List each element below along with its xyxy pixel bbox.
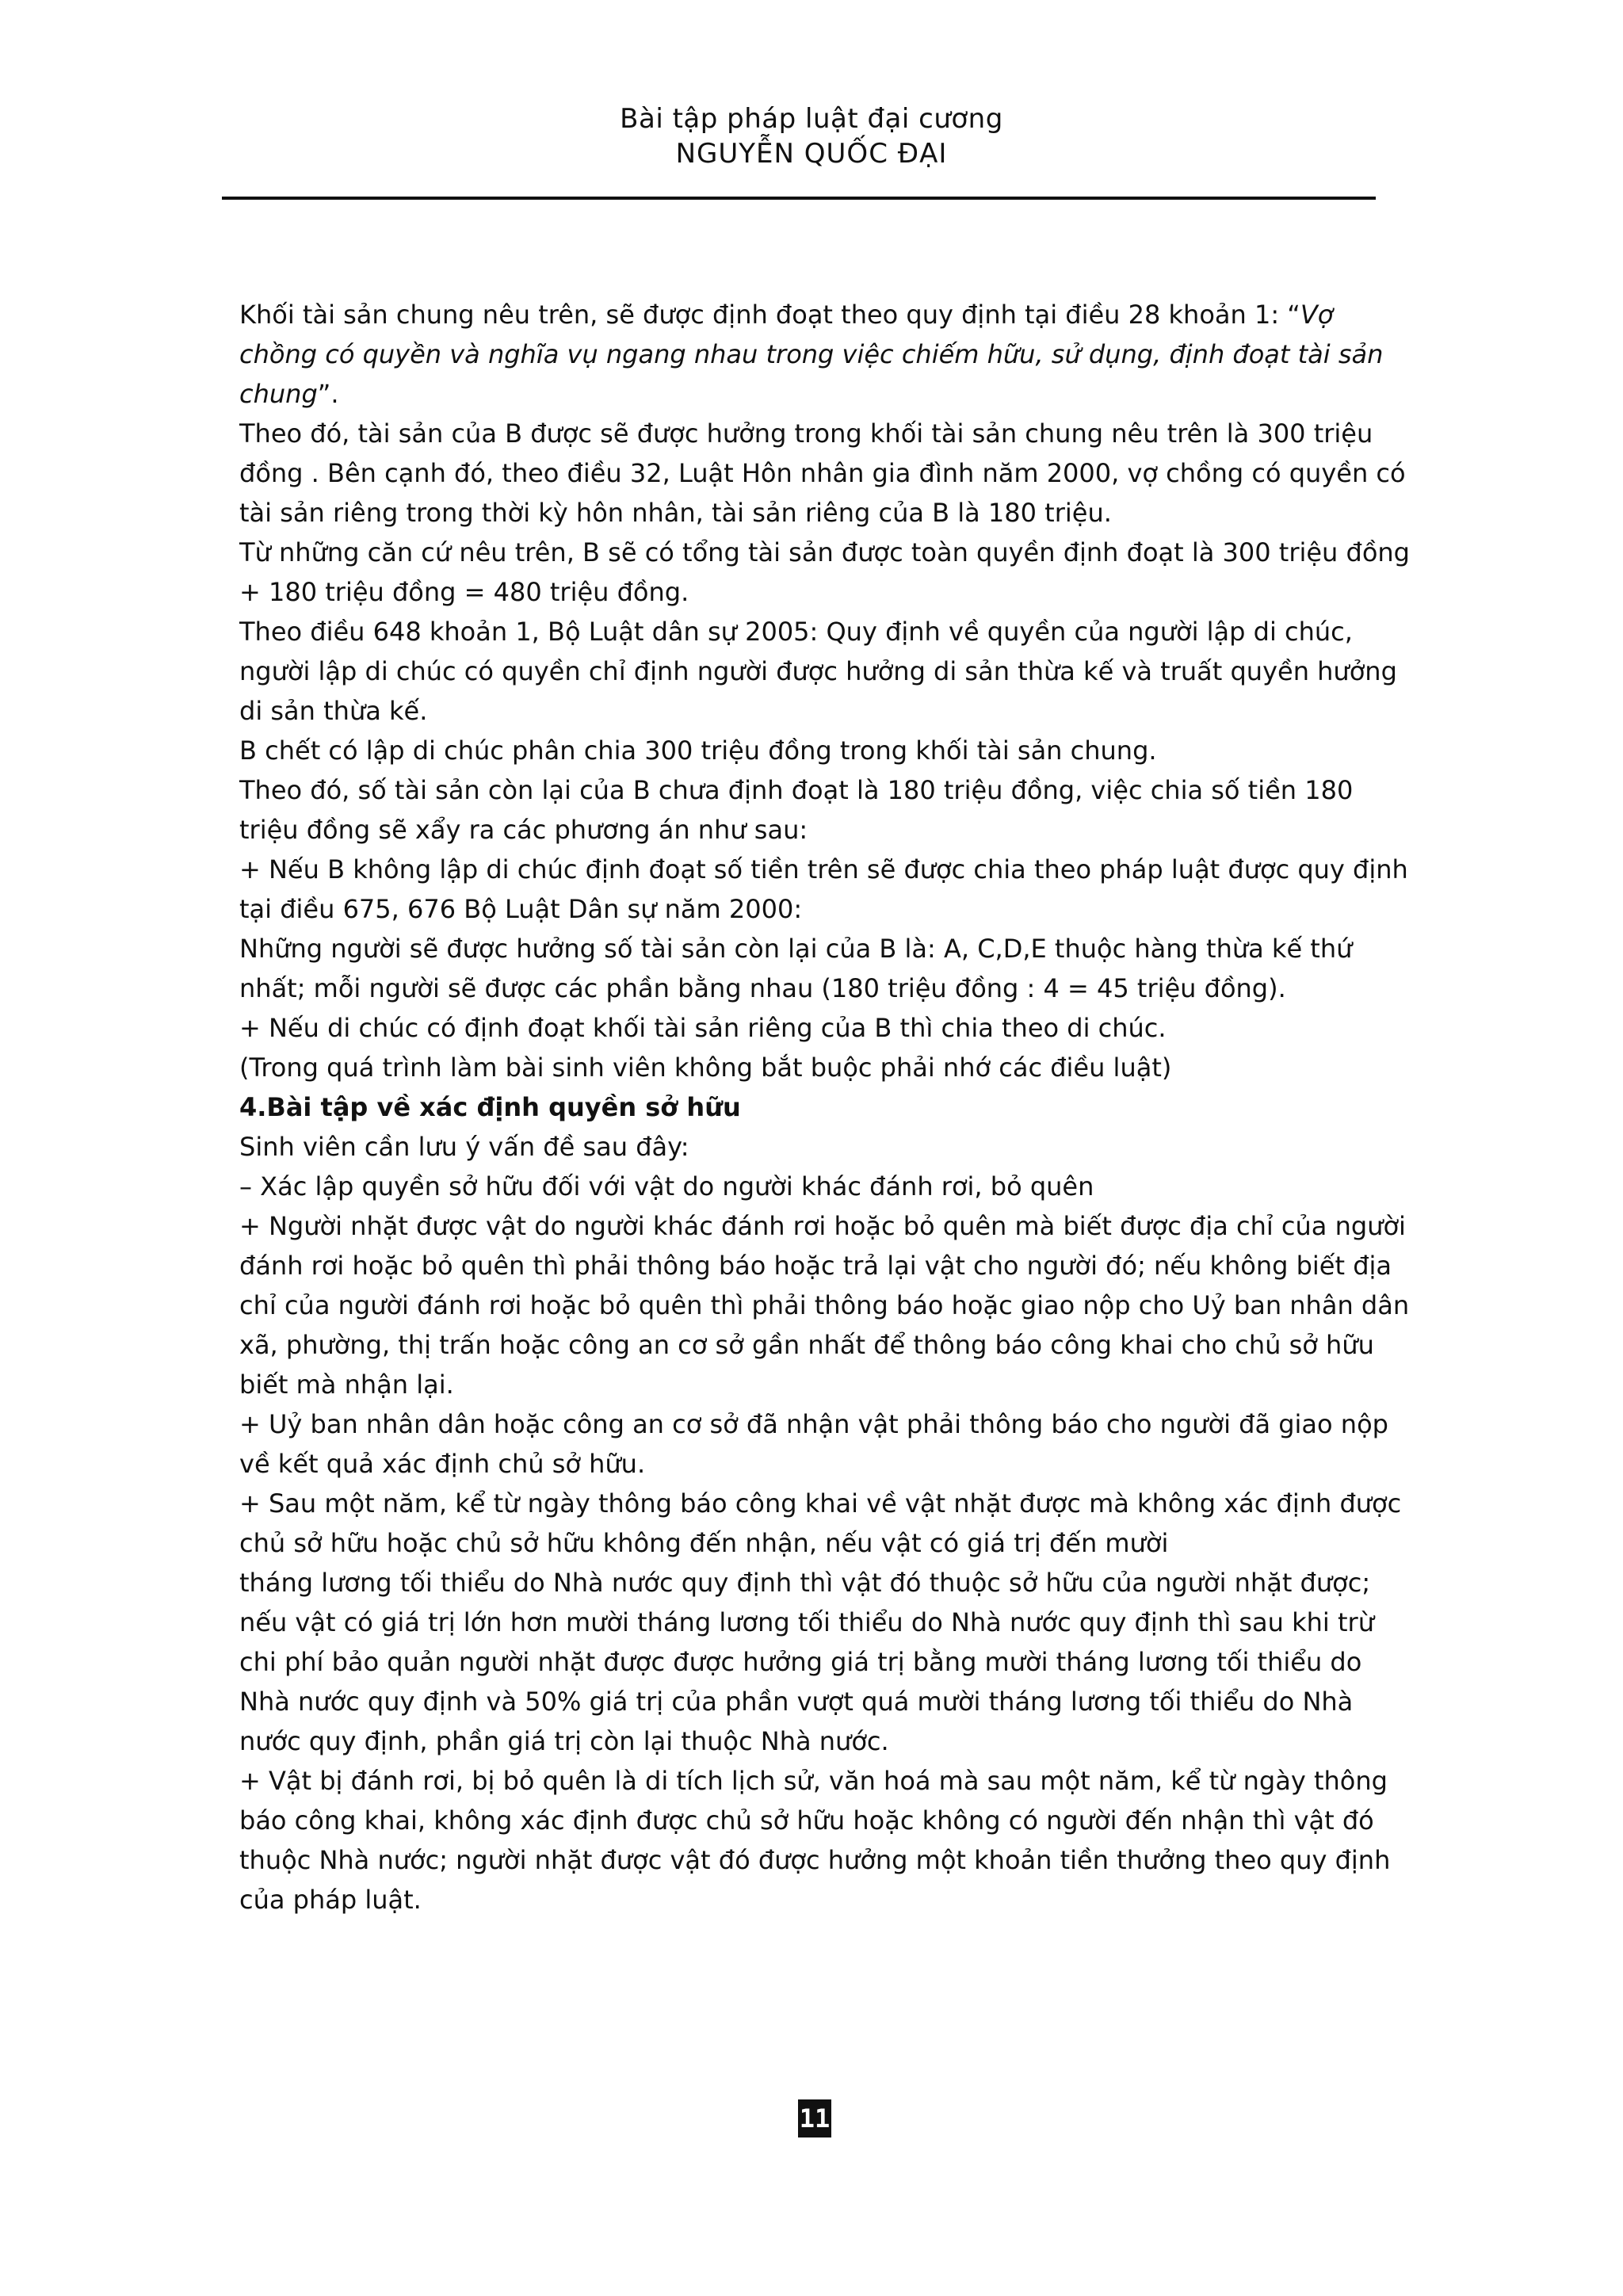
paragraph: + Sau một năm, kể từ ngày thông báo công khai về vật nhặt được mà không xác định được chủ sở hữu hoặc chủ sở hữu không đến nhận, nếu vật có giá trị đến mười <box>239 1488 1402 1558</box>
paragraph: Theo đó, tài sản của B được sẽ được hưởng trong khối tài sản chung nêu trên là 300 triệu đồng . Bên cạnh đó, theo điều 32, Luật Hôn nhân gia đình năm 2000, vợ chồng có quyền có tài sản riêng trong thời kỳ hôn nhân, tài sản riêng của B là 180 triệu. <box>239 418 1406 528</box>
paragraph: + Người nhặt được vật do người khác đánh rơi hoặc bỏ quên mà biết được địa chỉ của người đánh rơi hoặc bỏ quên thì phải thông báo hoặc trả lại vật cho người đó; nếu không biết địa chỉ của người đánh rơi hoặc bỏ quên thì phải thông báo hoặc giao nộp cho Uỷ ban nhân dân xã, phường, thị trấn hoặc công an cơ sở gần nhất để thông báo công khai cho chủ sở hữu biết mà nhận lại. <box>239 1211 1410 1400</box>
section-heading: 4.Bài tập về xác định quyền sở hữu <box>239 1092 741 1122</box>
paragraph: + Uỷ ban nhân dân hoặc công an cơ sở đã nhận vật phải thông báo cho người đã giao nộp về kết quả xác định chủ sở hữu. <box>239 1409 1388 1479</box>
paragraph: (Trong quá trình làm bài sinh viên không bắt buộc phải nhớ các điều luật) <box>239 1052 1172 1083</box>
paragraph: tháng lương tối thiểu do Nhà nước quy định thì vật đó thuộc sở hữu của người nhặt được; nếu vật có giá trị lớn hơn mười tháng lương tối thiểu do Nhà nước quy định thì sau khi trừ chi phí bảo quản người nhặt được được hưởng giá trị bằng mười tháng lương tối thiểu do Nhà nước quy định và 50% giá trị của phần vượt quá mười tháng lương tối thiểu do Nhà nước quy định, phần giá trị còn lại thuộc Nhà nước. <box>239 1568 1374 1756</box>
paragraph-text: Khối tài sản chung nêu trên, sẽ được định đoạt theo quy định tại điều 28 khoản 1: “ <box>239 300 1300 330</box>
header-divider <box>222 197 1376 200</box>
quoted-law-text: Vợ chồng có quyền và nghĩa vụ ngang nhau trong việc chiếm hữu, sử dụng, định đoạt tài sản chung <box>239 300 1384 409</box>
document-title: Bài tập pháp luật đại cương <box>620 103 1003 135</box>
paragraph: – Xác lập quyền sở hữu đối với vật do người khác đánh rơi, bỏ quên <box>239 1171 1094 1201</box>
paragraph <box>239 295 1412 414</box>
paragraph: B chết có lập di chúc phân chia 300 triệu đồng trong khối tài sản chung. <box>239 735 1157 766</box>
page-header <box>0 101 1623 171</box>
paragraph: + Vật bị đánh rơi, bị bỏ quên là di tích lịch sử, văn hoá mà sau một năm, kể từ ngày thông báo công khai, không xác định được chủ sở hữu hoặc không có người đến nhận thì vật đó thuộc Nhà nước; người nhặt được vật đó được hưởng một khoản tiền thưởng theo quy định của pháp luật. <box>239 1766 1391 1915</box>
paragraph: + Nếu B không lập di chúc định đoạt số tiền trên sẽ được chia theo pháp luật được quy định tại điều 675, 676 Bộ Luật Dân sự năm 2000: <box>239 854 1408 924</box>
document-body <box>239 295 1412 1920</box>
paragraph: Từ những căn cứ nêu trên, B sẽ có tổng tài sản được toàn quyền định đoạt là 300 triệu đồng + 180 triệu đồng = 480 triệu đồng. <box>239 537 1410 607</box>
paragraph-text: ”. <box>317 379 339 409</box>
paragraph: Theo đó, số tài sản còn lại của B chưa định đoạt là 180 triệu đồng, việc chia số tiền 180 triệu đồng sẽ xẩy ra các phương án như sau: <box>239 775 1354 845</box>
paragraph: Những người sẽ được hưởng số tài sản còn lại của B là: A, C,D,E thuộc hàng thừa kế thứ nhất; mỗi người sẽ được các phần bằng nhau (180 triệu đồng : 4 = 45 triệu đồng). <box>239 934 1353 1003</box>
paragraph: + Nếu di chúc có định đoạt khối tài sản riêng của B thì chia theo di chúc. <box>239 1013 1167 1043</box>
paragraph: Sinh viên cần lưu ý vấn đề sau đây: <box>239 1132 689 1162</box>
author-name: NGUYỄN QUỐC ĐẠI <box>675 138 948 170</box>
paragraph: Theo điều 648 khoản 1, Bộ Luật dân sự 2005: Quy định về quyền của người lập di chúc, người lập di chúc có quyền chỉ định người được hưởng di sản thừa kế và truất quyền hưởng di sản thừa kế. <box>239 617 1397 726</box>
page-number: 11 <box>798 2099 831 2137</box>
